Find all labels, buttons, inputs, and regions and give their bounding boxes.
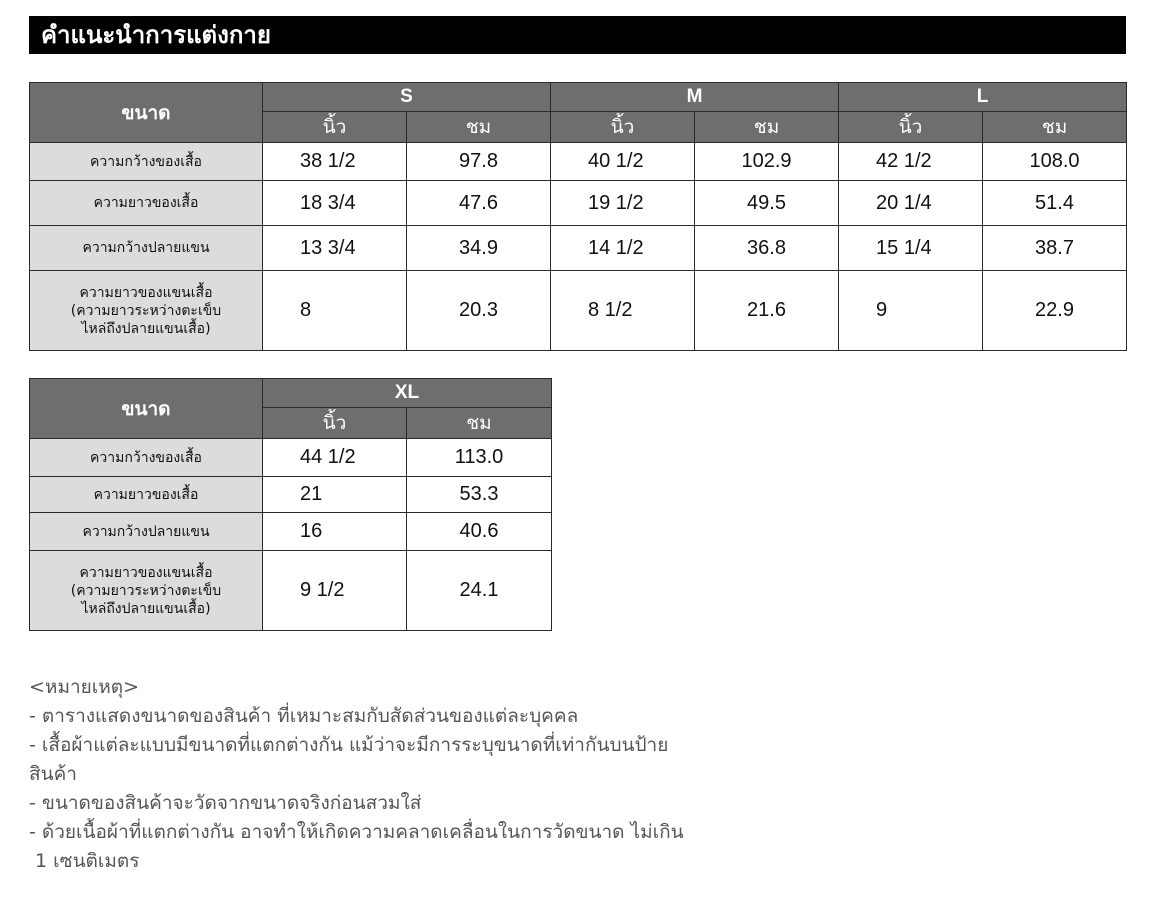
table-row [30,477,552,513]
size-s-header: S [263,83,551,112]
table-row [30,439,552,477]
row-label-line: ความยาวของแขนเสื้อ [79,564,213,581]
cell-value: 38.7 [983,226,1127,271]
unit-inch-s: นิ้ว [263,112,407,143]
unit-cm-xl: ชม [407,408,552,439]
note-line: - ขนาดของสินค้าจะวัดจากขนาดจริงก่อนสวมใส่ [29,792,422,814]
cell-value: 49.5 [695,181,839,226]
cell-value: 108.0 [983,143,1127,181]
cell-value: 20 1/4 [839,181,983,226]
cell-value: 8 1/2 [551,271,695,351]
cell-value: 40.6 [407,513,552,551]
row-label-multiline [30,551,263,631]
cell-value: 13 3/4 [263,226,407,271]
unit-cm-m: ชม [695,112,839,143]
size-xl-header: XL [263,379,552,408]
row-label-multiline [30,271,263,351]
size-table-xl [29,378,552,631]
note-line: - เสื้อผ้าแต่ละแบบมีขนาดที่แตกต่างกัน แม้ว่าจะมีการระบุขนาดที่เท่ากันบนป้าย [29,734,669,756]
unit-cm-s: ชม [407,112,551,143]
table-row [30,143,1127,181]
size-table-s-m-l [29,82,1127,351]
unit-inch-xl: นิ้ว [263,408,407,439]
cell-value: 38 1/2 [263,143,407,181]
cell-value: 22.9 [983,271,1127,351]
unit-inch-l: นิ้ว [839,112,983,143]
unit-cm-l: ชม [983,112,1127,143]
notes-section [29,673,1129,876]
notes-heading: <หมายเหตุ> [29,676,140,698]
cell-value: 8 [263,271,407,351]
size-m-header: M [551,83,839,112]
cell-value: 20.3 [407,271,551,351]
row-label: ความกว้างของเสื้อ [30,439,263,477]
cell-value: 15 1/4 [839,226,983,271]
row-label-line: ความยาวของแขนเสื้อ [79,284,213,301]
size-l-header: L [839,83,1127,112]
cell-value: 40 1/2 [551,143,695,181]
cell-value: 51.4 [983,181,1127,226]
unit-inch-m: นิ้ว [551,112,695,143]
row-label: ความกว้างปลายแขน [30,226,263,271]
cell-value: 19 1/2 [551,181,695,226]
row-label: ความยาวของเสื้อ [30,477,263,513]
note-line: - ตารางแสดงขนาดของสินค้า ที่เหมาะสมกับสัดส่วนของแต่ละบุคคล [29,705,579,727]
cell-value: 102.9 [695,143,839,181]
cell-value: 47.6 [407,181,551,226]
table-row [30,226,1127,271]
cell-value: 21 [263,477,407,513]
table-row [30,513,552,551]
size-header: ขนาด [30,83,263,143]
size-header: ขนาด [30,379,263,439]
cell-value: 97.8 [407,143,551,181]
cell-value: 34.9 [407,226,551,271]
table-row [30,551,552,631]
cell-value: 113.0 [407,439,552,477]
cell-value: 42 1/2 [839,143,983,181]
cell-value: 44 1/2 [263,439,407,477]
cell-value: 36.8 [695,226,839,271]
note-line: - ด้วยเนื้อผ้าที่แตกต่างกัน อาจทำให้เกิดความคลาดเคลื่อนในการวัดขนาด ไม่เกิน [29,821,684,843]
cell-value: 9 1/2 [263,551,407,631]
cell-value: 16 [263,513,407,551]
table-row [30,181,1127,226]
row-label: ความกว้างปลายแขน [30,513,263,551]
row-label-line: ไหล่ถึงปลายแขนเสื้อ) [81,600,211,617]
row-label: ความกว้างของเสื้อ [30,143,263,181]
cell-value: 53.3 [407,477,552,513]
table-row [30,271,1127,351]
row-label: ความยาวของเสื้อ [30,181,263,226]
cell-value: 24.1 [407,551,552,631]
page-title: คำแนะนำการแต่งกาย [29,16,1126,54]
cell-value: 9 [839,271,983,351]
row-label-line: (ความยาวระหว่างตะเข็บ [70,582,222,599]
cell-value: 18 3/4 [263,181,407,226]
row-label-line: (ความยาวระหว่างตะเข็บ [70,302,222,319]
row-label-line: ไหล่ถึงปลายแขนเสื้อ) [81,320,211,337]
note-line: สินค้า [29,763,77,785]
cell-value: 14 1/2 [551,226,695,271]
cell-value: 21.6 [695,271,839,351]
note-line: 1 เซนติเมตร [29,850,140,872]
